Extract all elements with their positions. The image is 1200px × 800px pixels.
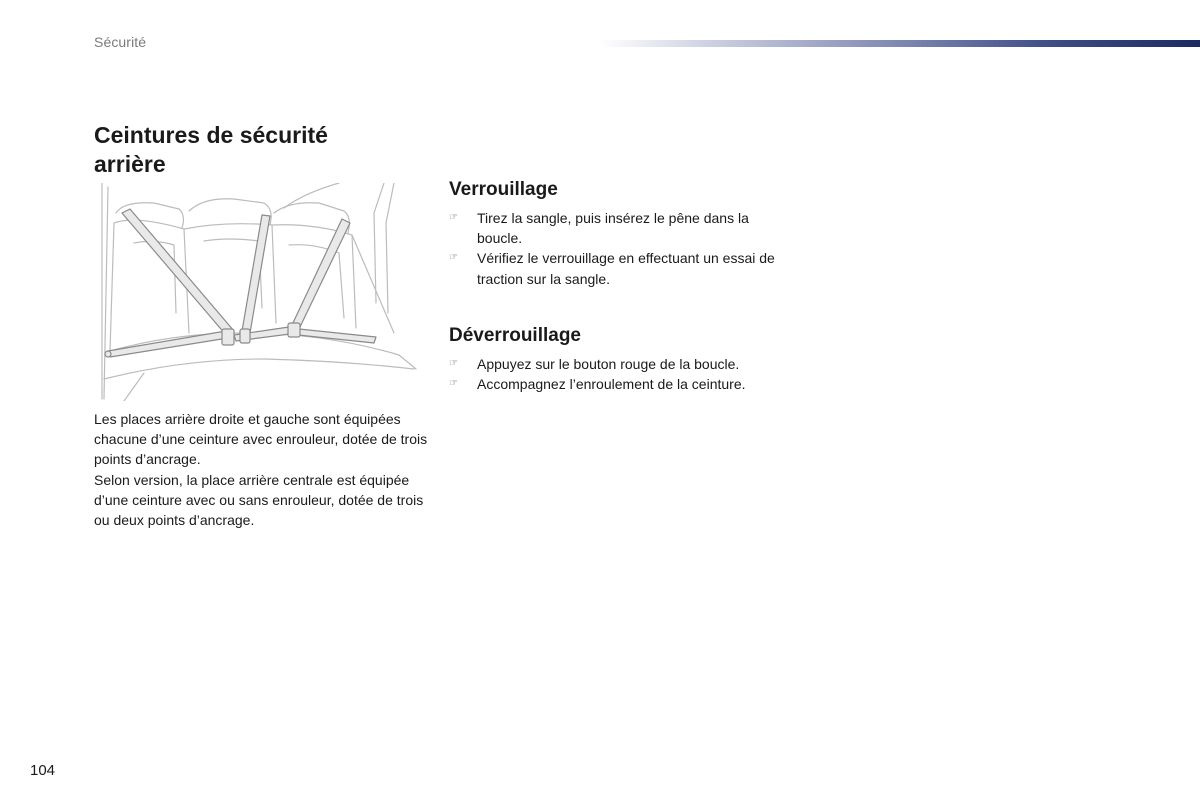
pointing-hand-icon: ☞ — [449, 252, 458, 264]
locking-list — [449, 208, 789, 289]
list-item-text: Tirez la sangle, puis insérez le pêne dans la boucle. — [477, 210, 749, 247]
list-item — [449, 208, 789, 248]
list-item — [449, 354, 789, 374]
intro-paragraph-1: Les places arrière droite et gauche sont équipées chacune d’une ceinture avec enrouleur, dotée de trois points d’ancrage. — [94, 411, 428, 468]
page-title — [94, 121, 328, 179]
pointing-hand-icon: ☞ — [449, 212, 458, 223]
section-label: Sécurité — [94, 34, 147, 50]
page-title-line-1: Ceintures de sécurité — [94, 122, 328, 148]
locking-heading: Verrouillage — [449, 179, 558, 200]
pointing-hand-icon: ☞ — [449, 358, 458, 369]
page-title-line-2: arrière — [94, 151, 166, 177]
page-number: 104 — [30, 762, 56, 779]
intro-paragraph-2: Selon version, la place arrière centrale est équipée d’une ceinture avec ou sans enrouleur, dotée de trois ou deux points d’ancrage. — [94, 471, 424, 529]
intro-text — [94, 409, 429, 530]
rear-seatbelts-illustration — [94, 183, 422, 401]
header-gradient-bar — [600, 40, 1200, 47]
list-item — [449, 248, 789, 288]
list-item-text: Appuyez sur le bouton rouge de la boucle. — [477, 356, 740, 372]
unlocking-list — [449, 354, 789, 394]
pointing-hand-icon: ☞ — [449, 378, 458, 390]
list-item-text: Vérifiez le verrouillage en effectuant un essai de traction sur la sangle. — [477, 250, 775, 287]
list-item-text: Accompagnez l’enroulement de la ceinture. — [477, 376, 746, 393]
list-item — [449, 374, 789, 394]
unlocking-heading: Déverrouillage — [449, 325, 581, 346]
